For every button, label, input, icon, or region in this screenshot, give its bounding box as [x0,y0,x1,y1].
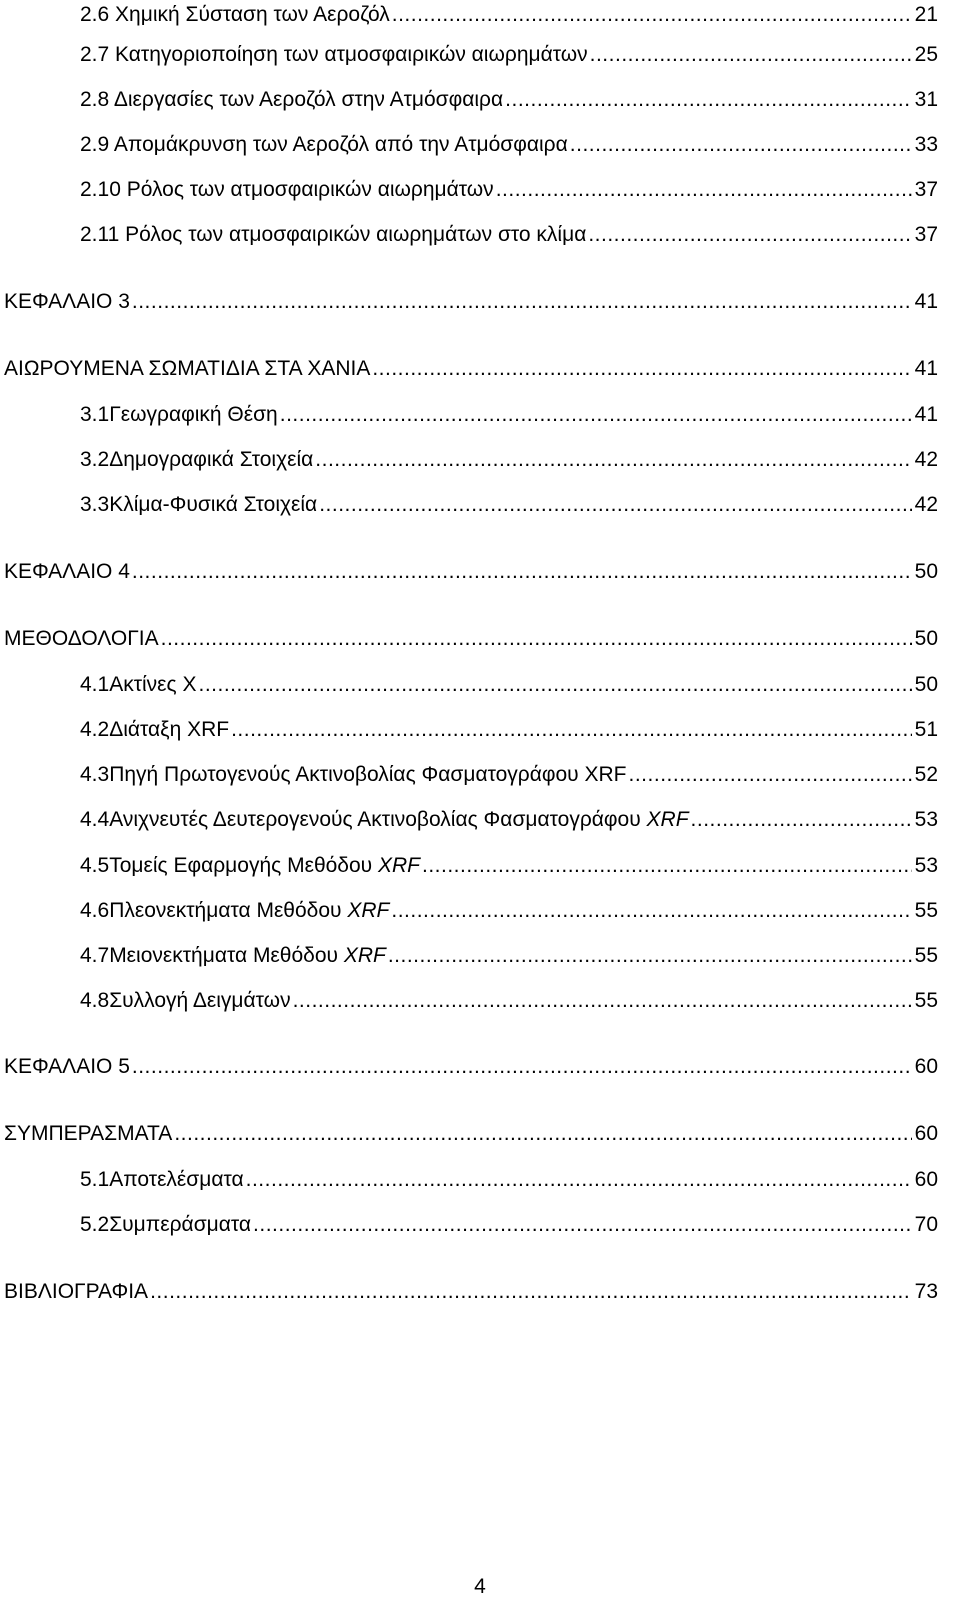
toc-entry-chapter-3-heading [4,354,938,384]
toc-entry-title: 3.1Γεωγραφική Θέση [80,403,278,426]
toc-entry-chapter-4-heading [4,624,938,654]
toc-entry-4-4 [80,805,938,835]
toc-entry-title: ΚΕΦΑΛΑΙΟ 3 [4,290,130,313]
dot-leader [246,1165,912,1195]
toc-entry-title: ΚΕΦΑΛΑΙΟ 5 [4,1055,130,1078]
toc-entry-page: 53 [914,808,938,831]
toc-entry-title: ΣΥΜΠΕΡΑΣΜΑΤΑ [4,1122,173,1145]
toc-entry-title: ΜΕΘΟΔΟΛΟΓΙΑ [4,627,159,650]
dot-leader [391,896,911,926]
dot-leader [388,941,912,971]
toc-entry-title: 5.1Αποτελέσματα [80,1168,244,1191]
toc-entry-4-3 [80,760,938,790]
toc-entry-4-1 [80,670,938,700]
dot-leader [590,40,912,70]
toc-entry-4-8 [80,986,938,1016]
toc-entry-title: ΑΙΩΡΟΥΜΕΝΑ ΣΩΜΑΤΙΔΙΑ ΣΤΑ ΧΑΝΙΑ [4,357,371,380]
dot-leader [315,445,911,475]
toc-entry-page: 42 [914,493,938,516]
dot-leader [280,400,912,430]
toc-entry-4-7 [80,941,938,971]
toc-entry-bibliography [4,1277,938,1307]
toc-entry-page: 50 [914,560,938,583]
toc-entry-page: 53 [914,854,938,877]
toc-entry-title: 4.4Ανιχνευτές Δευτερογενούς Ακτινοβολίας Φασματογράφου XRF [80,808,689,831]
toc-entry-title: ΒΙΒΛΙΟΓΡΑΦΙΑ [4,1280,149,1303]
toc-entry-2-11 [80,220,938,250]
dot-leader [132,1052,912,1082]
toc-entry-page: 31 [914,88,938,111]
toc-entry-3-1 [80,400,938,430]
toc-entry-5-1 [80,1165,938,1195]
toc-entry-page: 55 [914,899,938,922]
toc-entry-title: 4.3Πηγή Πρωτογενούς Ακτινοβολίας Φασματογράφου XRF [80,763,627,786]
toc-entry-title: 3.2Δημογραφικά Στοιχεία [80,448,314,471]
dot-leader [691,805,912,835]
toc-entry-page: 60 [914,1122,938,1145]
toc-entry-4-2 [80,715,938,745]
toc-entry-page: 25 [914,43,938,66]
toc-entry-page: 21 [914,3,938,26]
dot-leader [588,220,911,250]
toc-entry-page: 73 [914,1280,938,1303]
toc-entry-title: 2.11 Ρόλος των ατμοσφαιρικών αιωρημάτων στο κλίμα [80,223,587,246]
toc-entry-title: 2.9 Απομάκρυνση των Αεροζόλ από την Ατμόσφαιρα [80,133,568,156]
toc-entry-chapter-5-heading [4,1119,938,1149]
toc-entry-5-2 [80,1210,938,1240]
toc-entry-2-9 [80,130,938,160]
dot-leader [198,670,911,700]
dot-leader [293,986,912,1016]
toc-entry-page: 55 [914,944,938,967]
toc-entry-title: 2.7 Κατηγοριοποίηση των ατμοσφαιρικών αιωρημάτων [80,43,588,66]
toc-entry-title: 2.6 Χημική Σύσταση των Αεροζόλ [80,3,390,26]
toc-entry-2-7 [80,40,938,70]
toc-entry-page: 55 [914,989,938,1012]
toc-entry-title: 2.10 Ρόλος των ατμοσφαιρικών αιωρημάτων [80,178,494,201]
toc-entry-title: 2.8 Διεργασίες των Αεροζόλ στην Ατμόσφαιρα [80,88,504,111]
toc-entry-title: 4.7Μειονεκτήματα Μεθόδου XRF [80,944,386,967]
toc-entry-title: 3.3Κλίμα-Φυσικά Στοιχεία [80,493,318,516]
toc-entry-3-3 [80,490,938,520]
toc-entry-title: 4.1Ακτίνες Χ [80,673,197,696]
dot-leader [392,0,912,30]
toc-entry-page: 41 [914,403,938,426]
toc-entry-page: 60 [914,1168,938,1191]
toc-entry-page: 60 [914,1055,938,1078]
toc-entry-page: 41 [914,290,938,313]
dot-leader [161,624,912,654]
dot-leader [132,287,912,317]
dot-leader [319,490,911,520]
toc-entry-4-6 [80,896,938,926]
toc-entry-chapter-3 [4,287,938,317]
toc-entry-page: 70 [914,1213,938,1236]
dot-leader [422,851,912,881]
toc-entry-title: 4.8Συλλογή Δειγμάτων [80,989,291,1012]
toc-entry-4-5 [80,851,938,881]
dot-leader [231,715,912,745]
toc-entry-page: 50 [914,673,938,696]
dot-leader [174,1119,911,1149]
toc-entry-chapter-4 [4,557,938,587]
dot-leader [496,175,912,205]
toc-entry-3-2 [80,445,938,475]
toc-entry-chapter-5 [4,1052,938,1082]
dot-leader [150,1277,912,1307]
dot-leader [372,354,911,384]
dot-leader [132,557,912,587]
toc-entry-page: 52 [914,763,938,786]
toc-entry-title: 4.6Πλεονεκτήματα Μεθόδου XRF [80,899,390,922]
dot-leader [629,760,912,790]
toc-entry-page: 37 [914,223,938,246]
dot-leader [570,130,912,160]
toc-entry-title: 5.2Συμπεράσματα [80,1213,252,1236]
toc-entry-2-10 [80,175,938,205]
toc-entry-title: ΚΕΦΑΛΑΙΟ 4 [4,560,130,583]
toc-entry-title: 4.5Τομείς Εφαρμογής Μεθόδου XRF [80,854,420,877]
toc-entry-page: 37 [914,178,938,201]
toc-entry-page: 42 [914,448,938,471]
page-number: 4 [474,1575,486,1598]
toc-entry-page: 51 [914,718,938,741]
toc-entry-page: 50 [914,627,938,650]
toc-entry-page: 33 [914,133,938,156]
toc-entry-title: 4.2Διάταξη XRF [80,718,230,741]
toc-entry-2-8 [80,85,938,115]
dot-leader [505,85,911,115]
toc-entry-2-6 [80,0,938,30]
toc-entry-page: 41 [914,357,938,380]
dot-leader [253,1210,912,1240]
